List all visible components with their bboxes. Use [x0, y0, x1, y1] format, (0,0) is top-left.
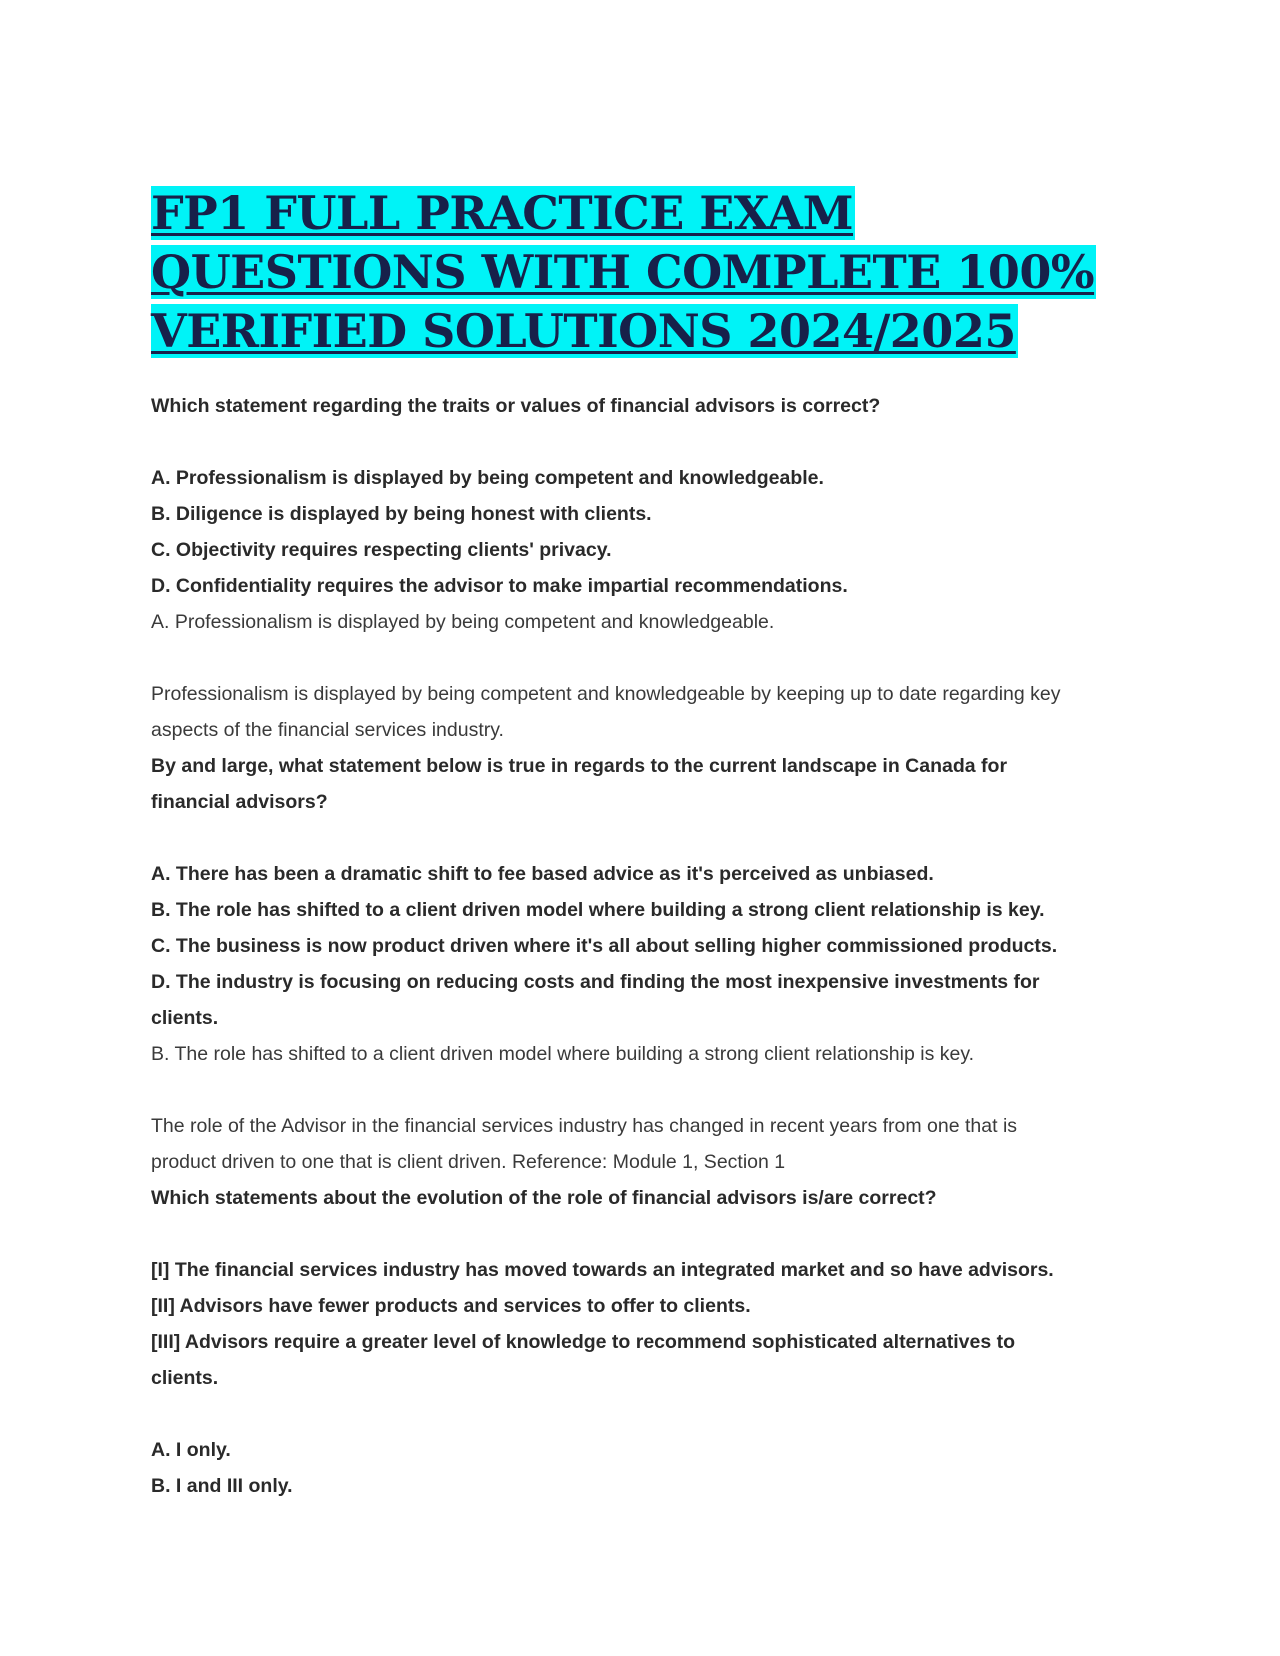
- answer-option: A. I only.: [151, 1439, 231, 1461]
- explanation-text: aspects of the financial services industry.: [151, 719, 504, 741]
- answer-option: A. There has been a dramatic shift to fee based advice as it's perceived as unbiased.: [151, 863, 934, 885]
- question-text: Which statements about the evolution of the role of financial advisors is/are correct?: [151, 1187, 937, 1209]
- title-line: QUESTIONS WITH COMPLETE 100%: [151, 245, 1095, 299]
- answer-option: B. The role has shifted to a client driven model where building a strong client relationship is key.: [151, 899, 1045, 921]
- document-page: [151, 184, 1131, 1504]
- explanation-text: Professionalism is displayed by being competent and knowledgeable by keeping up to date regarding key: [151, 683, 1061, 705]
- question-text: Which statement regarding the traits or values of financial advisors is correct?: [151, 395, 881, 417]
- title-line: VERIFIED SOLUTIONS 2024/2025: [151, 304, 1016, 358]
- document-title: [151, 184, 1131, 361]
- correct-answer: B. The role has shifted to a client driven model where building a strong client relationship is key.: [151, 1043, 975, 1065]
- answer-option: C. Objectivity requires respecting clients' privacy.: [151, 539, 612, 561]
- answer-option: D. Confidentiality requires the advisor to make impartial recommendations.: [151, 575, 848, 597]
- roman-statement: [III] Advisors require a greater level of knowledge to recommend sophisticated alternatives to: [151, 1331, 1016, 1353]
- question-text: By and large, what statement below is true in regards to the current landscape in Canada for: [151, 755, 1008, 777]
- roman-statement: [I] The financial services industry has moved towards an integrated market and so have advisors.: [151, 1259, 1054, 1281]
- explanation-text: The role of the Advisor in the financial services industry has changed in recent years from one that is: [151, 1115, 1018, 1137]
- explanation-text: product driven to one that is client driven. Reference: Module 1, Section 1: [151, 1151, 786, 1173]
- answer-option: B. I and III only.: [151, 1475, 293, 1497]
- answer-option: clients.: [151, 1007, 219, 1029]
- question-text: financial advisors?: [151, 791, 328, 813]
- answer-option: A. Professionalism is displayed by being competent and knowledgeable.: [151, 467, 824, 489]
- correct-answer: A. Professionalism is displayed by being competent and knowledgeable.: [151, 611, 775, 633]
- answer-option: B. Diligence is displayed by being honest with clients.: [151, 503, 652, 525]
- answer-option: C. The business is now product driven where it's all about selling higher commissioned products.: [151, 935, 1058, 957]
- roman-statement: clients.: [151, 1367, 219, 1389]
- answer-option: D. The industry is focusing on reducing costs and finding the most inexpensive investments for: [151, 971, 1040, 993]
- roman-statement: [II] Advisors have fewer products and services to offer to clients.: [151, 1295, 751, 1317]
- title-line: FP1 FULL PRACTICE EXAM: [151, 186, 854, 240]
